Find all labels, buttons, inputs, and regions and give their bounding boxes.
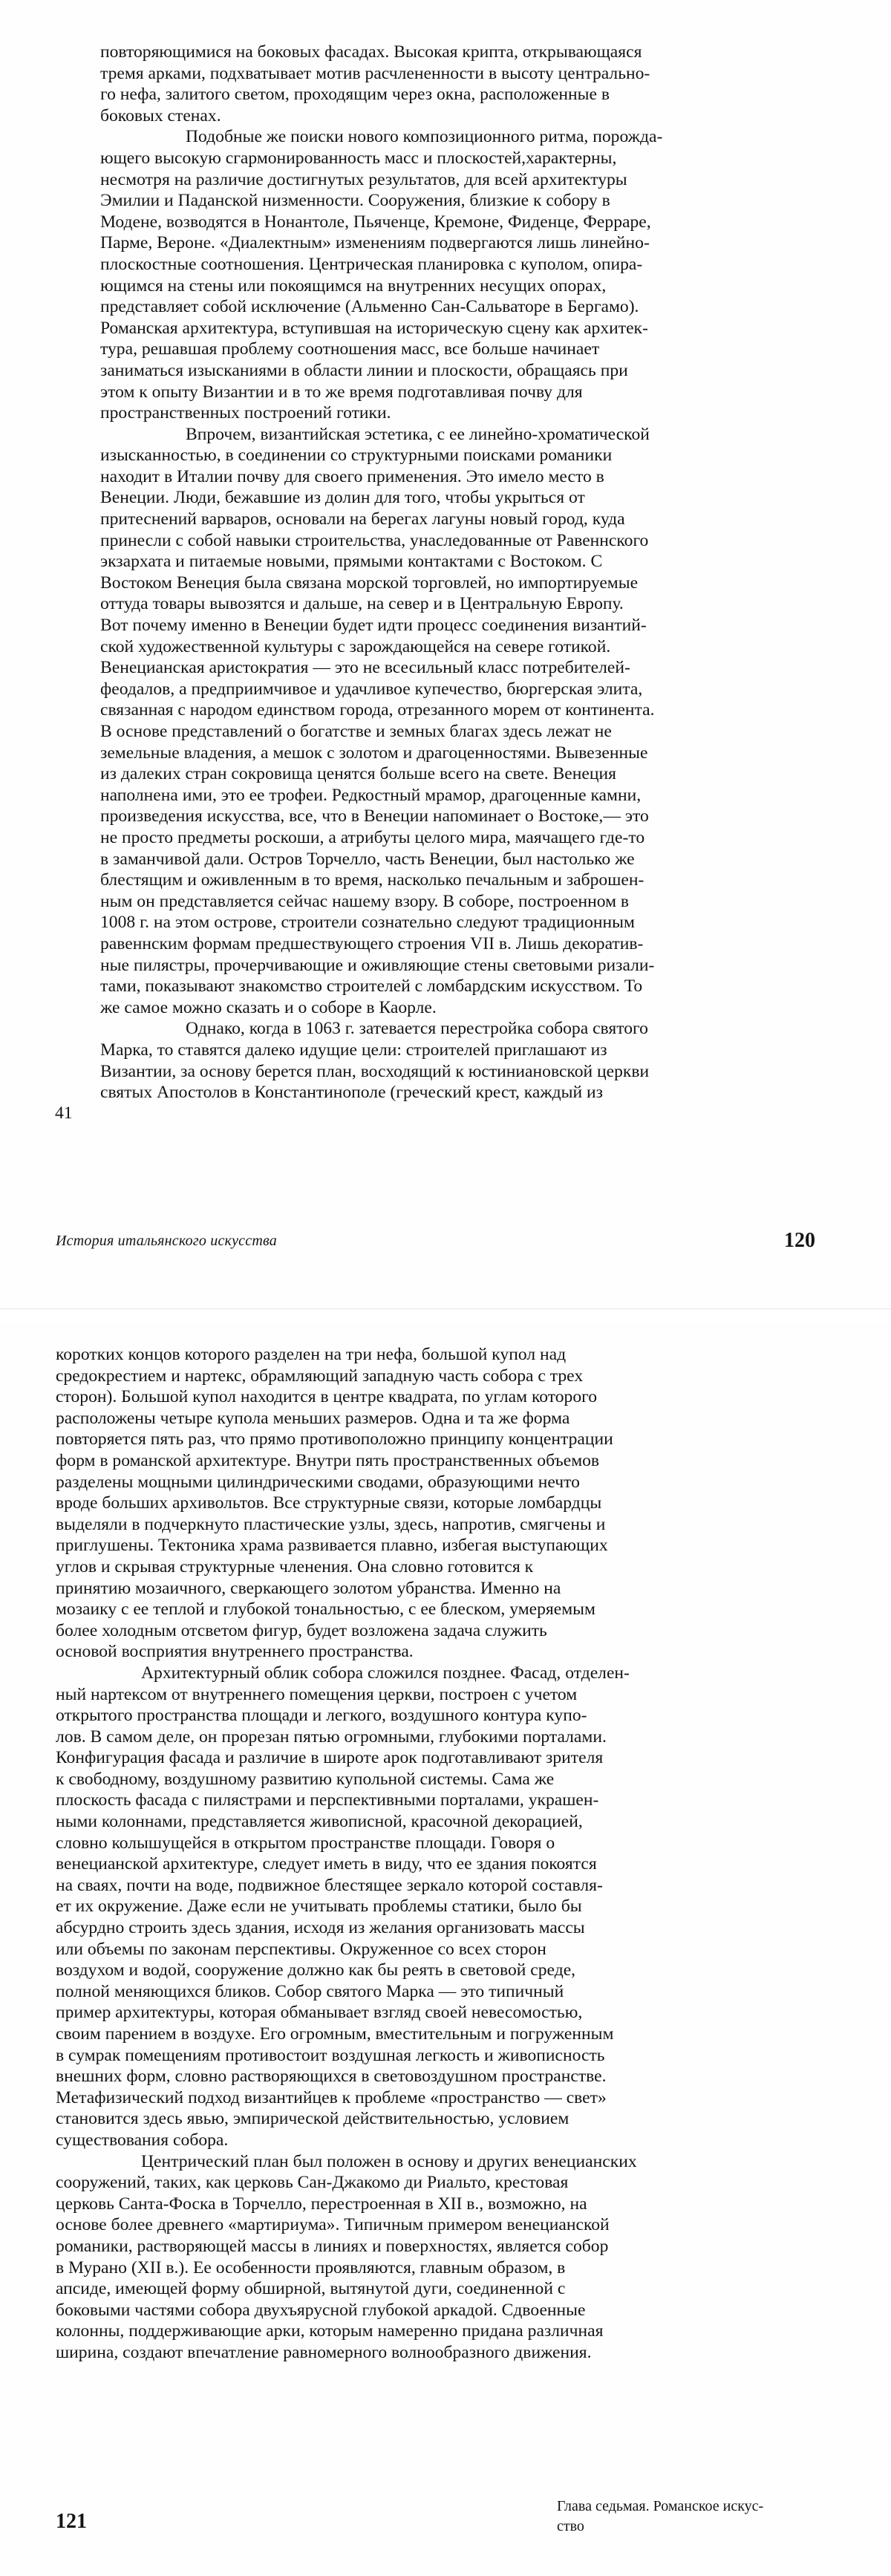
chapter-running-title: Глава седьмая. Романское искус- ство [557,2498,764,2534]
paragraph: Подобные же поиски нового композиционного ритма, порожда- ющего высокую сгармонированность масс и плоскостей,характерны, несмотря на различие достигнутых результатов, для всей архитектуры Эмилии и Паданской низменности. Сооружения, близкие к собору в Модене, возводятся в Нонантоле, Пьяченце, Кремоне, Фиденце, Ферраре, Парме, Вероне. «Диалектным» изменениям подвергаются лишь линейно- плоскостные соотношения. Центрическая планировка с куполом, опира- ющимся на стены или покоящимся на внутренних несущих опорах, представляет собой исключение (Альменно Сан-Сальваторе в Бергамо). Романская архитектура, вступившая на историческую сцену как архитек- тура, решавшая проблему соотношения масс, все больше начинает заниматься изысканиями в области линии и плоскости, обращаясь при этом к опыту Византии и в то же время подготавливая почву для пространственных построений готики. [100,127,663,423]
page-separator [0,1308,891,1325]
paragraph: Архитектурный облик собора сложился позднее. Фасад, отделен- ный нартексом от внутреннего помещения церкви, построен с учетом открытого пространства площади и легкого, воздушного контура купо- лов. В самом деле, он прорезан пятью огромными, глубокими порталами. Конфигурация фасада и различие в широте арок подготавливают зрителя к свободному, воздушному развитию купольной системы. Сама же плоскость фасада с пилястрами и перспективными порталами, украшен- ными колоннами, представляется живописной, красочной декорацией, словно колышущейся в открытом пространстве площади. Говоря о венецианской архитектуре, следует иметь в виду, что ее здания покоятся на сваях, почти на воде, подвижное блестящее зеркало которой составля- ет их окружение. Даже если не учитывать проблемы статики, было бы абсурдно строить здесь здания, исходя из желания организовать массы или объемы по законам перспективы. Окруженное со всех сторон воздухом и водой, сооружение должно как бы реять в световой среде, полной меняющихся бликов. Собор святого Марка — это типичный пример архитектуры, которая обманывает взгляд своей невесомостью, своим парением в воздухе. Его огромным, вместительным и погруженным в сумрак помещениям противостоит воздушная легкость и живописность внешних форм, словно растворяющихся в световоздушном пространстве. Метафизический подход византийцев к проблеме «пространство — свет» становится здесь явью, эмпирической действительностью, условием существования собора. [56,1663,630,2150]
page-number: 120 [784,1229,815,1252]
paragraph: Впрочем, византийская эстетика, с ее линейно-хроматической изысканностью, в соединении со структурными поисками романики находит в Италии почву для своего применения. Это имело место в Венеции. Люди, бежавшие из долин для того, чтобы укрыться от притеснений варваров, основали на берегах лагуны новый город, куда принесли с собой навыки строительства, унаследованные от Равеннского экзархата и питаемые новыми, прямыми контактами с Востоком. С Востоком Венеция была связана морской торговлей, но импортируемые оттуда товары вывозятся и дальше, на север и в Центральную Европу. Вот почему именно в Венеции будет идти процесс соединения византий- ской художественной культуры с зарождающейся на севере готикой. Венецианская аристократия — это не всесильный класс потребителей- феодалов, а предприимчивое и удачливое купечество, бюргерская элита, связанная с народом единством города, отрезанного морем от континента. В основе представлений о богатстве и земных благах здесь лежат не земельные владения, а мешок с золотом и драгоценностями. Вывезенные из далеких стран сокровища ценятся больше всего на свете. Венеция наполнена ими, это ее трофеи. Редкостный мрамор, драгоценные камни, произведения искусства, все, что в Венеции напоминает о Востоке,— это не просто предметы роскоши, а атрибуты целого мира, маячащего где-то в заманчивой дали. Остров Торчелло, часть Венеции, был настолько же блестящим и оживленным в то время, насколько печальным и заброшен- ным он представляется сейчас нашему взору. В соборе, построенном в 1008 г. на этом острове, строители сознательно следуют традиционным равеннским формам предшествующего строения VII в. Лишь декоратив- ные пилястры, прочерчивающие и оживляющие стены световыми ризали- тами, показывают знакомство строителей с ломбардским искусством. То же самое можно сказать и о соборе в Каорле. [100,424,655,1017]
paragraph: Однако, когда в 1063 г. затевается перестройка собора святого Марка, то ставятся далеко идущие цели: строителей приглашают из Византии, за основу берется план, восходящий к юстиниановской церкви святых Апостолов в Константинополе (греческий крест, каждый из [100,1019,650,1103]
paragraph: повторяющимися на боковых фасадах. Высокая крипта, открывающаяся тремя арками, подхватывает мотив расчлененности в высоту центрально- го нефа, залитого светом, проходящим через окна, расположенные в боковых стенах. [100,42,650,125]
margin-figure-reference: 41 [55,1103,73,1123]
paragraph: Центрический план был положен в основу и других венецианских сооружений, таких, как церковь Сан-Джакомо ди Риальто, крестовая церковь Санта-Фоска в Торчелло, перестроенная в XII в., возможно, на основе более древнего «мартириума». Типичным примером венецианской романики, растворяющей массы в линиях и поверхностях, является собор в Мурано (XII в.). Ее особенности проявляются, главным образом, в апсиде, имеющей форму обширной, вытянутой дуги, соединенной с боковыми частями собора двухъярусной глубокой аркадой. Сдвоенные колонны, поддерживающие арки, которым намеренно придана различная ширина, создают впечатление равномерного волнообразного движения. [56,2151,637,2362]
page-121 [0,1323,891,2576]
running-title: История итальянского искусства [56,1233,277,1249]
body-text [100,42,754,1103]
page-number: 121 [56,2510,87,2533]
paragraph: коротких концов которого разделен на три нефа, большой купол над средокрестием и нартекс, обрамляющий западную часть собора с трех сторон). Большой купол находится в центре квадрата, по углам которого расположены четыре купола меньших размеров. Одна и та же форма повторяется пять раз, что прямо противоположно принципу концентрации форм в романской архитектуре. Внутри пять пространственных объемов разделены мощными цилиндрическими сводами, образующими нечто вроде больших архивольтов. Все структурные связи, которые ломбардцы выделяли в подчеркнуто пластические узлы, здесь, напротив, смягчены и приглушены. Тектоника храма развивается плавно, избегая выступающих углов и скрывая структурные членения. Она словно готовится к принятию мозаичного, сверкающего золотом убранства. Именно на мозаику с ее теплой и глубокой тональностью, с ее блеском, умеряемым более холодным отсветом фигур, будет возложена задача служить основой восприятия внутреннего пространства. [56,1345,613,1662]
body-text [56,1344,709,2364]
